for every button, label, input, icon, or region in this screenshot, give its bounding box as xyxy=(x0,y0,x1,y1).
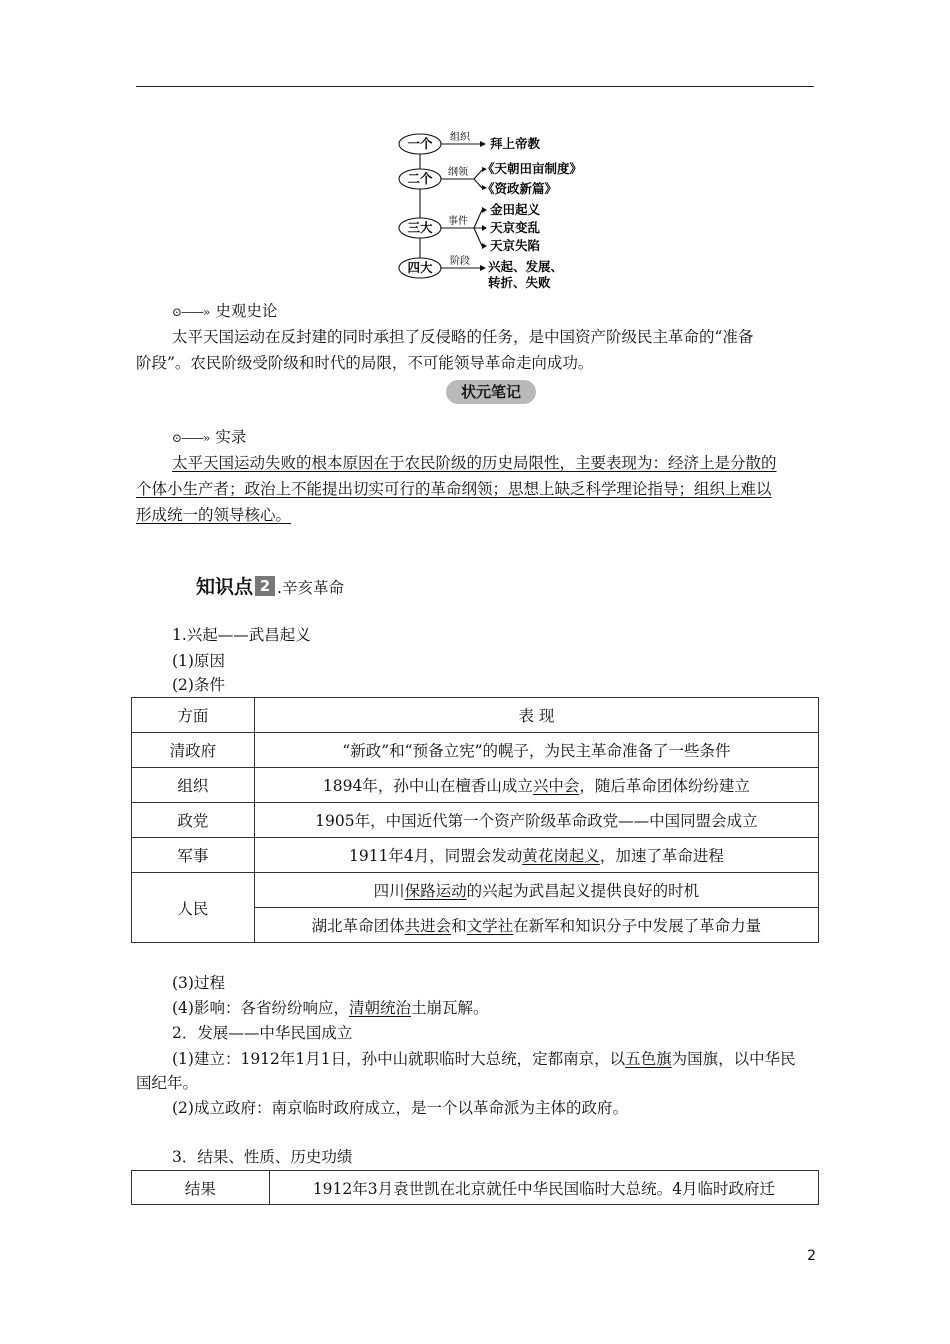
edge-label: 事件 xyxy=(448,216,468,227)
node-label: 四大 xyxy=(407,260,433,275)
history-line2: 阶段”。农民阶级受阶级和时代的局限，不可能领导革命走向成功。 xyxy=(136,354,594,372)
section1-cause: (1)原因 xyxy=(172,652,225,670)
section1-conditions: (2)条件 xyxy=(172,676,225,694)
node-label: 二个 xyxy=(407,171,433,186)
table-row xyxy=(132,803,819,838)
section2-government: (2)成立政府：南京临时政府成立，是一个以革命派为主体的政府。 xyxy=(172,1099,628,1117)
diagram-item: 《资政新篇》 xyxy=(482,181,558,196)
bullet-arrow-icon: ⊙——» xyxy=(172,305,210,319)
table-cell: 军事 xyxy=(132,838,255,873)
kp-number: 2 xyxy=(255,576,275,596)
kp-label: 知识点 xyxy=(196,576,254,598)
kp-title: .辛亥革命 xyxy=(277,579,344,597)
table-cell: “新政”和“预备立宪”的幌子，为民主革命准备了一些条件 xyxy=(254,733,818,768)
table-header-cell: 方面 xyxy=(132,698,255,733)
results-table xyxy=(131,1170,819,1205)
table-cell: 清政府 xyxy=(132,733,255,768)
record-line3: 形成统一的领导核心。 xyxy=(136,506,292,524)
knowledge-point-heading xyxy=(196,572,344,601)
diagram-item: 转折、失败 xyxy=(488,275,551,290)
table-cell: 1905年，中国近代第一个资产阶级革命政党——中国同盟会成立 xyxy=(254,803,818,838)
table-row xyxy=(132,1171,819,1205)
conditions-table xyxy=(131,697,819,943)
diagram-item: 拜上帝教 xyxy=(490,136,541,151)
diagram-item: 天京变乱 xyxy=(490,220,541,235)
node-label: 一个 xyxy=(407,136,433,151)
table-row xyxy=(132,873,819,908)
table-cell: 四川保路运动的兴起为武昌起义提供良好的时机 xyxy=(254,873,818,908)
table-cell: 1894年，孙中山在檀香山成立兴中会，随后革命团体纷纷建立 xyxy=(254,768,818,803)
edge-label: 阶段 xyxy=(450,256,470,267)
table-row xyxy=(132,698,819,733)
table-cell: 湖北革命团体共进会和文学社在新军和知识分子中发展了革命力量 xyxy=(254,908,818,943)
table-cell: 1911年4月，同盟会发动黄花岗起义，加速了革命进程 xyxy=(254,838,818,873)
section1-title: 1.兴起——武昌起义 xyxy=(172,626,311,644)
section2-establish: (1)建立：1912年1月1日，孙中山就职临时大总统，定都南京，以五色旗为国旗，以中华民 xyxy=(172,1050,796,1068)
table-cell: 政党 xyxy=(132,803,255,838)
section1-impact: (4)影响：各省纷纷响应，清朝统治土崩瓦解。 xyxy=(172,999,489,1017)
record-line1: 太平天国运动失败的根本原因在于农民阶级的历史局限性，主要表现为：经济上是分散的 xyxy=(172,454,777,472)
edge-label: 纲领 xyxy=(448,167,468,178)
table-cell: 1912年3月袁世凯在北京就任中华民国临时大总统。4月临时政府迁 xyxy=(269,1171,818,1205)
concept-diagram xyxy=(396,128,583,290)
table-cell: 人民 xyxy=(132,873,255,943)
diagram-item: 《天朝田亩制度》 xyxy=(482,161,583,176)
diagram-item: 天京失陷 xyxy=(490,238,541,253)
table-cell: 结果 xyxy=(132,1171,270,1205)
section2-title: 2．发展——中华民国成立 xyxy=(172,1024,353,1042)
table-row xyxy=(132,768,819,803)
history-heading: ⊙——» 史观史论 xyxy=(172,298,277,325)
record-line2: 个体小生产者；政治上不能提出切实可行的革命纲领；思想上缺乏科学理论指导；组织上难以 xyxy=(136,480,772,498)
record-heading: ⊙——» 实录 xyxy=(172,424,246,451)
table-row xyxy=(132,733,819,768)
edge-label: 组织 xyxy=(450,132,470,143)
bullet-arrow-icon: ⊙——» xyxy=(172,431,210,445)
node-label: 三大 xyxy=(407,220,433,235)
header-rule xyxy=(136,86,814,87)
section2-establish-cont: 国纪年。 xyxy=(136,1074,199,1092)
history-line1: 太平天国运动在反封建的同时承担了反侵略的任务，是中国资产阶级民主革命的“准备 xyxy=(172,328,754,346)
page-number: 2 xyxy=(807,1248,816,1264)
table-row xyxy=(132,838,819,873)
notes-badge: 状元笔记 xyxy=(446,380,536,404)
section3-title: 3．结果、性质、历史功绩 xyxy=(172,1148,353,1166)
table-header-cell: 表 现 xyxy=(254,698,818,733)
diagram-item: 金田起义 xyxy=(490,202,541,217)
section1-process: (3)过程 xyxy=(172,974,225,992)
diagram-item: 兴起、发展、 xyxy=(488,259,564,274)
table-cell: 组织 xyxy=(132,768,255,803)
